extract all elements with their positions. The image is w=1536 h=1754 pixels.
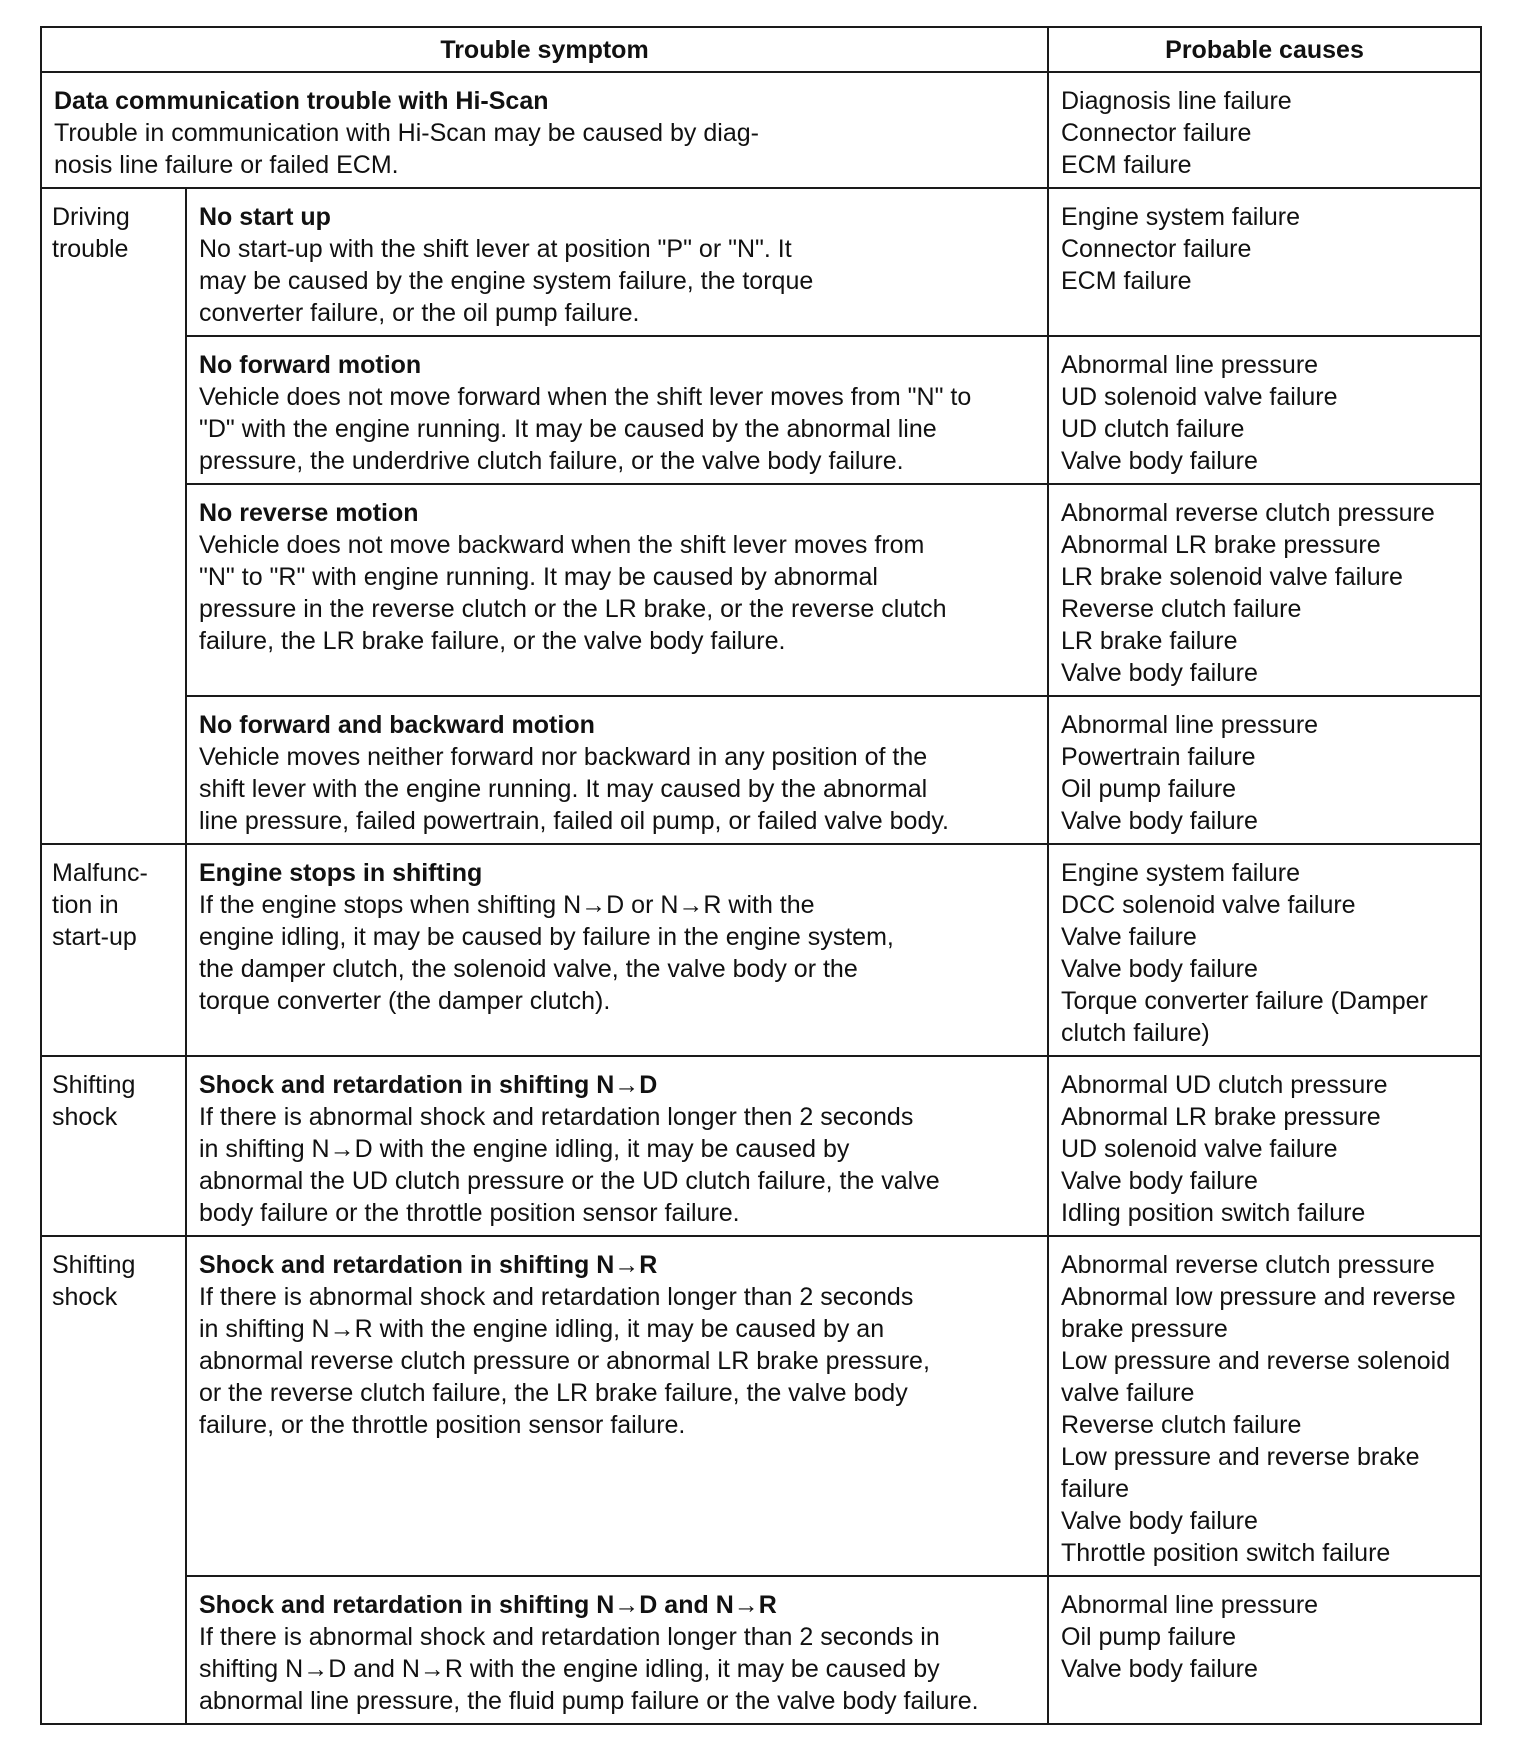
causes-cell	[1048, 696, 1481, 844]
cause-item: Low pressure and reverse brake failure	[1061, 1443, 1420, 1503]
symptom-cell	[186, 696, 1048, 844]
symptom-title: No reverse motion	[199, 499, 419, 527]
cause-item: Valve failure	[1061, 923, 1197, 951]
symptom-description: Trouble in communication with Hi-Scan may be caused by diag- nosis line failure or failed ECM.	[54, 119, 759, 179]
cause-item: Low pressure and reverse solenoid valve failure	[1061, 1347, 1451, 1407]
symptom-title: No forward and backward motion	[199, 711, 595, 739]
symptom-title: Data communication trouble with Hi-Scan	[54, 87, 549, 115]
symptom-description: No start-up with the shift lever at position "P" or "N". It may be caused by the engine system failure, the torque converter failure, or the oil pump failure.	[199, 235, 814, 327]
cause-list	[1061, 497, 1476, 689]
cause-item: Abnormal LR brake pressure	[1061, 531, 1381, 559]
cause-item: Abnormal line pressure	[1061, 711, 1319, 739]
symptom-description: Vehicle moves neither forward nor backward in any position of the shift lever with the engine running. It may caused by the abnormal line pressure, failed powertrain, failed oil pump, or failed valve body.	[199, 743, 949, 835]
symptom-description: If there is abnormal shock and retardation longer than 2 seconds in shifting N→R with the engine idling, it may be caused by an abnormal reverse clutch pressure or abnormal LR brake pressure, or the reverse clutch failure, the LR brake failure, the valve body failure, or the throttle position sensor failure.	[199, 1283, 930, 1439]
causes-cell	[1048, 484, 1481, 696]
cause-list	[1061, 349, 1476, 477]
cause-item: Valve body failure	[1061, 447, 1258, 475]
symptom-title: Engine stops in shifting	[199, 859, 483, 887]
cause-item: Abnormal UD clutch pressure	[1061, 1071, 1388, 1099]
cause-item: Reverse clutch failure	[1061, 595, 1302, 623]
cause-list	[1061, 1069, 1476, 1229]
cause-item: Diagnosis line failure	[1061, 87, 1292, 115]
symptom-description: If the engine stops when shifting N→D or N→R with the engine idling, it may be caused by failure in the engine system, the damper clutch, the solenoid valve, the valve body or the torque converter (the damper clutch).	[199, 891, 894, 1015]
symptom-cell	[186, 1576, 1048, 1724]
symptom-title: Shock and retardation in shifting N→R	[199, 1251, 658, 1279]
table-row	[41, 696, 1481, 844]
cause-item: Throttle position switch failure	[1061, 1539, 1391, 1567]
causes-cell	[1048, 1236, 1481, 1576]
cause-list	[1061, 709, 1476, 837]
cause-item: Valve body failure	[1061, 955, 1258, 983]
symptom-description: If there is abnormal shock and retardation longer then 2 seconds in shifting N→D with the engine idling, it may be caused by abnormal the UD clutch pressure or the UD clutch failure, the valve body failure or the throttle position sensor failure.	[199, 1103, 940, 1227]
cause-list	[1061, 85, 1476, 181]
cause-item: LR brake failure	[1061, 627, 1238, 655]
cause-item: Engine system failure	[1061, 859, 1301, 887]
cause-list	[1061, 201, 1476, 297]
table-row	[41, 1056, 1481, 1236]
symptom-description: Vehicle does not move forward when the shift lever moves from "N" to "D" with the engine running. It may be caused by the abnormal line pressure, the underdrive clutch failure, or the valve body failure.	[199, 383, 972, 475]
cause-item: Valve body failure	[1061, 1655, 1258, 1683]
category-cell: Driving trouble	[41, 188, 186, 844]
cause-item: Torque converter failure (Damper clutch failure)	[1061, 987, 1428, 1047]
table-row	[41, 484, 1481, 696]
cause-item: DCC solenoid valve failure	[1061, 891, 1356, 919]
symptom-cell	[186, 1236, 1048, 1576]
cause-list	[1061, 1589, 1476, 1685]
table-row	[41, 336, 1481, 484]
cause-item: Reverse clutch failure	[1061, 1411, 1302, 1439]
cause-item: Powertrain failure	[1061, 743, 1256, 771]
symptom-title: Shock and retardation in shifting N→D	[199, 1071, 658, 1099]
table-row	[41, 1576, 1481, 1724]
cause-item: Connector failure	[1061, 119, 1252, 147]
cause-item: Valve body failure	[1061, 1167, 1258, 1195]
table-row	[41, 844, 1481, 1056]
trouble-symptom-table	[40, 26, 1482, 1725]
cause-item: UD clutch failure	[1061, 415, 1245, 443]
symptom-cell	[186, 336, 1048, 484]
cause-list	[1061, 857, 1476, 1049]
category-cell: Malfunc- tion in start-up	[41, 844, 186, 1056]
symptom-description: If there is abnormal shock and retardation longer than 2 seconds in shifting N→D and N→R with the engine idling, it may be caused by abnormal line pressure, the fluid pump failure or the valve body failure.	[199, 1623, 979, 1715]
symptom-cell	[41, 72, 1048, 188]
cause-item: LR brake solenoid valve failure	[1061, 563, 1403, 591]
cause-item: Valve body failure	[1061, 1507, 1258, 1535]
cause-item: UD solenoid valve failure	[1061, 1135, 1338, 1163]
cause-item: Valve body failure	[1061, 807, 1258, 835]
cause-item: ECM failure	[1061, 267, 1192, 295]
symptom-cell	[186, 844, 1048, 1056]
cause-item: UD solenoid valve failure	[1061, 383, 1338, 411]
causes-cell	[1048, 844, 1481, 1056]
cause-item: Abnormal low pressure and reverse brake pressure	[1061, 1283, 1456, 1343]
category-cell: Shifting shock	[41, 1236, 186, 1724]
cause-item: Oil pump failure	[1061, 1623, 1237, 1651]
cause-item: Abnormal reverse clutch pressure	[1061, 1251, 1435, 1279]
cause-list	[1061, 1249, 1476, 1569]
symptom-title: Shock and retardation in shifting N→D and N→R	[199, 1591, 777, 1619]
symptom-title: No start up	[199, 203, 331, 231]
category-cell: Shifting shock	[41, 1056, 186, 1236]
causes-cell	[1048, 1576, 1481, 1724]
cause-item: Oil pump failure	[1061, 775, 1237, 803]
cause-item: Engine system failure	[1061, 203, 1301, 231]
header-probable-causes: Probable causes	[1048, 27, 1481, 72]
symptom-cell	[186, 1056, 1048, 1236]
symptom-cell	[186, 484, 1048, 696]
table-row	[41, 72, 1481, 188]
cause-item: Abnormal line pressure	[1061, 351, 1319, 379]
cause-item: Idling position switch failure	[1061, 1199, 1366, 1227]
symptom-cell	[186, 188, 1048, 336]
cause-item: Connector failure	[1061, 235, 1252, 263]
cause-item: Valve body failure	[1061, 659, 1258, 687]
header-row	[41, 27, 1481, 72]
symptom-title: No forward motion	[199, 351, 422, 379]
causes-cell	[1048, 336, 1481, 484]
cause-item: Abnormal reverse clutch pressure	[1061, 499, 1435, 527]
header-trouble-symptom: Trouble symptom	[41, 27, 1048, 72]
symptom-description: Vehicle does not move backward when the shift lever moves from "N" to "R" with engine running. It may be caused by abnormal pressure in the reverse clutch or the LR brake, or the reverse clutch failure, the LR brake failure, or the valve body failure.	[199, 531, 947, 655]
cause-item: Abnormal LR brake pressure	[1061, 1103, 1381, 1131]
cause-item: ECM failure	[1061, 151, 1192, 179]
table-row	[41, 188, 1481, 336]
causes-cell	[1048, 188, 1481, 336]
cause-item: Abnormal line pressure	[1061, 1591, 1319, 1619]
table-row	[41, 1236, 1481, 1576]
causes-cell	[1048, 72, 1481, 188]
causes-cell	[1048, 1056, 1481, 1236]
